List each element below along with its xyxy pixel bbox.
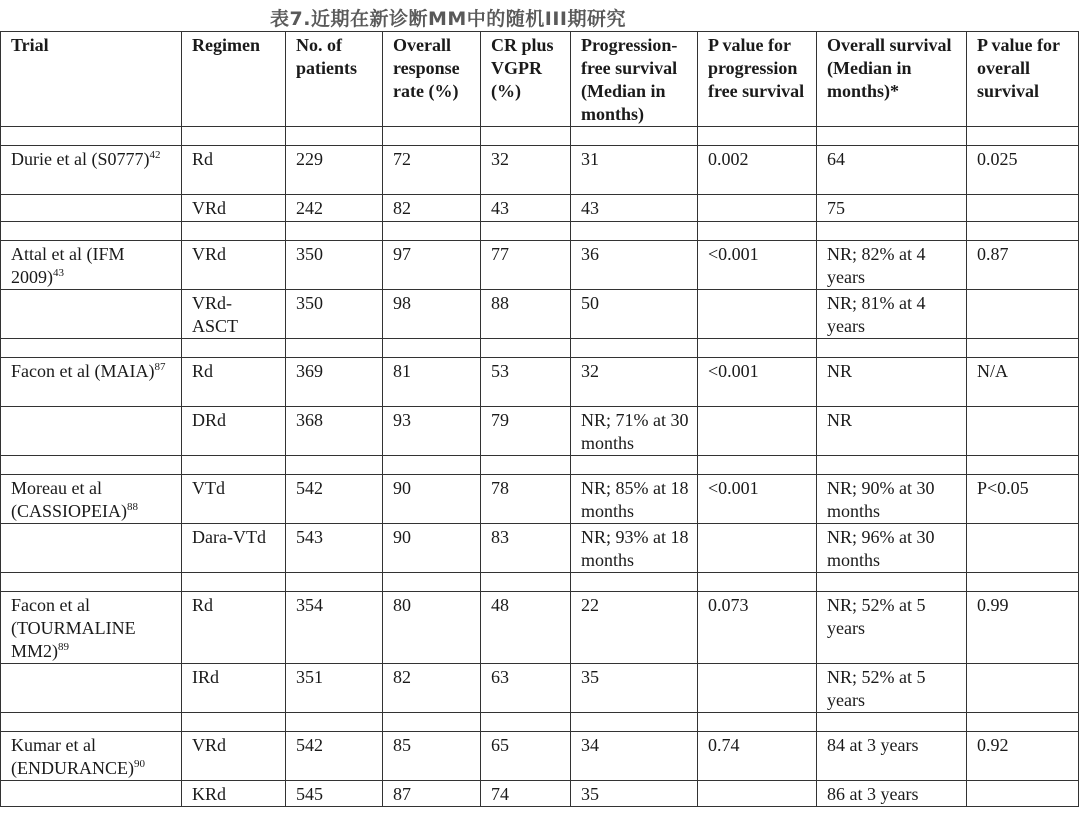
spacer-cell (286, 127, 383, 146)
table-row (1, 592, 1079, 664)
cell-pfs-pvalue (698, 407, 817, 456)
cell-os-pvalue: 0.92 (967, 732, 1079, 781)
spacer-row (1, 127, 1079, 146)
cell-pfs-pvalue: <0.001 (698, 358, 817, 407)
cell-regimen: Rd (182, 592, 286, 664)
cell-trial-empty (1, 290, 182, 339)
header-regimen: Regimen (182, 32, 286, 127)
cell-patients: 350 (286, 290, 383, 339)
cell-os: NR (817, 358, 967, 407)
cell-pfs-pvalue: 0.74 (698, 732, 817, 781)
cell-cr-vgpr: 63 (481, 664, 571, 713)
table-row (1, 524, 1079, 573)
trial-name: Durie et al (S0777) (11, 149, 150, 169)
cell-patients: 354 (286, 592, 383, 664)
cell-orr: 93 (383, 407, 481, 456)
header-orr: Overall response rate (%) (383, 32, 481, 127)
cell-os-pvalue (967, 407, 1079, 456)
spacer-cell (383, 339, 481, 358)
spacer-cell (182, 127, 286, 146)
cell-os-pvalue: P<0.05 (967, 475, 1079, 524)
spacer-cell (1, 456, 182, 475)
table-row (1, 732, 1079, 781)
cell-regimen: Rd (182, 146, 286, 195)
cell-patients: 350 (286, 241, 383, 290)
table-row (1, 146, 1079, 195)
cell-trial (1, 241, 182, 290)
cell-orr: 81 (383, 358, 481, 407)
cell-trial-empty (1, 195, 182, 222)
spacer-cell (481, 222, 571, 241)
cell-regimen: DRd (182, 407, 286, 456)
spacer-row (1, 713, 1079, 732)
cell-patients: 229 (286, 146, 383, 195)
trial-reference: 87 (154, 361, 166, 373)
spacer-cell (1, 713, 182, 732)
cell-os: NR; 96% at 30 months (817, 524, 967, 573)
cell-os: 86 at 3 years (817, 781, 967, 807)
spacer-row (1, 339, 1079, 358)
cell-cr-vgpr: 83 (481, 524, 571, 573)
cell-patients: 543 (286, 524, 383, 573)
cell-os-pvalue (967, 664, 1079, 713)
cell-trial-empty (1, 524, 182, 573)
spacer-cell (286, 222, 383, 241)
cell-pfs-pvalue: <0.001 (698, 241, 817, 290)
table-row (1, 195, 1079, 222)
cell-regimen: VRd (182, 241, 286, 290)
spacer-cell (817, 456, 967, 475)
cell-cr-vgpr: 43 (481, 195, 571, 222)
spacer-row (1, 573, 1079, 592)
trial-name: Facon et al (TOURMALINE MM2) (11, 595, 136, 661)
cell-cr-vgpr: 65 (481, 732, 571, 781)
cell-regimen: VTd (182, 475, 286, 524)
cell-trial-empty (1, 781, 182, 807)
spacer-cell (182, 339, 286, 358)
trial-reference: 42 (149, 149, 161, 161)
cell-patients: 545 (286, 781, 383, 807)
cell-orr: 90 (383, 524, 481, 573)
cell-orr: 87 (383, 781, 481, 807)
trial-name: Attal et al (IFM 2009) (11, 244, 125, 287)
cell-pfs-pvalue (698, 781, 817, 807)
cell-cr-vgpr: 48 (481, 592, 571, 664)
spacer-cell (383, 222, 481, 241)
trial-reference: 89 (58, 641, 70, 653)
spacer-cell (481, 713, 571, 732)
cell-os-pvalue: 0.99 (967, 592, 1079, 664)
cell-os: 84 at 3 years (817, 732, 967, 781)
cell-pfs: 32 (571, 358, 698, 407)
header-cr-vgpr: CR plus VGPR (%) (481, 32, 571, 127)
cell-os-pvalue: 0.87 (967, 241, 1079, 290)
spacer-cell (967, 573, 1079, 592)
table-body (1, 127, 1079, 807)
trial-reference: 43 (53, 267, 64, 279)
header-os: Overall survival (Median in months)* (817, 32, 967, 127)
spacer-cell (481, 127, 571, 146)
cell-cr-vgpr: 79 (481, 407, 571, 456)
cell-cr-vgpr: 78 (481, 475, 571, 524)
cell-os-pvalue: 0.025 (967, 146, 1079, 195)
spacer-cell (182, 222, 286, 241)
table-row (1, 290, 1079, 339)
trial-reference: 88 (127, 501, 139, 513)
spacer-cell (698, 573, 817, 592)
cell-regimen: VRd-ASCT (182, 290, 286, 339)
cell-cr-vgpr: 32 (481, 146, 571, 195)
cell-regimen: IRd (182, 664, 286, 713)
spacer-row (1, 222, 1079, 241)
cell-trial (1, 146, 182, 195)
header-os-pvalue: P value for overall survival (967, 32, 1079, 127)
cell-orr: 97 (383, 241, 481, 290)
cell-regimen: VRd (182, 195, 286, 222)
header-row (1, 32, 1079, 127)
spacer-cell (698, 339, 817, 358)
cell-trial-empty (1, 407, 182, 456)
table-row (1, 475, 1079, 524)
cell-patients: 542 (286, 475, 383, 524)
spacer-cell (571, 456, 698, 475)
table-row (1, 358, 1079, 407)
spacer-cell (383, 127, 481, 146)
spacer-cell (967, 222, 1079, 241)
header-patients: No. of patients (286, 32, 383, 127)
cell-pfs: 35 (571, 781, 698, 807)
spacer-cell (1, 339, 182, 358)
cell-pfs: NR; 71% at 30 months (571, 407, 698, 456)
cell-trial (1, 732, 182, 781)
cell-patients: 542 (286, 732, 383, 781)
cell-patients: 242 (286, 195, 383, 222)
cell-pfs-pvalue: <0.001 (698, 475, 817, 524)
cell-os-pvalue (967, 781, 1079, 807)
trial-name: Facon et al (MAIA) (11, 361, 155, 381)
spacer-cell (817, 222, 967, 241)
spacer-cell (1, 222, 182, 241)
cell-pfs: 31 (571, 146, 698, 195)
spacer-cell (967, 339, 1079, 358)
cell-os: 64 (817, 146, 967, 195)
cell-regimen: VRd (182, 732, 286, 781)
spacer-cell (571, 222, 698, 241)
cell-pfs-pvalue (698, 195, 817, 222)
spacer-cell (571, 713, 698, 732)
header-trial: Trial (1, 32, 182, 127)
cell-orr: 85 (383, 732, 481, 781)
cell-orr: 90 (383, 475, 481, 524)
spacer-cell (286, 456, 383, 475)
table-row (1, 781, 1079, 807)
cell-patients: 369 (286, 358, 383, 407)
cell-pfs-pvalue (698, 664, 817, 713)
cell-orr: 82 (383, 664, 481, 713)
spacer-row (1, 456, 1079, 475)
spacer-cell (817, 127, 967, 146)
cell-orr: 98 (383, 290, 481, 339)
cell-os-pvalue (967, 290, 1079, 339)
cell-os-pvalue (967, 524, 1079, 573)
spacer-cell (698, 713, 817, 732)
trials-table (0, 31, 1079, 807)
spacer-cell (817, 339, 967, 358)
spacer-cell (383, 713, 481, 732)
cell-os: NR (817, 407, 967, 456)
spacer-cell (286, 713, 383, 732)
cell-os: NR; 81% at 4 years (817, 290, 967, 339)
spacer-cell (481, 456, 571, 475)
cell-pfs-pvalue: 0.073 (698, 592, 817, 664)
cell-pfs: 36 (571, 241, 698, 290)
trial-name: Kumar et al (ENDURANCE) (11, 735, 134, 778)
spacer-cell (286, 573, 383, 592)
spacer-cell (967, 127, 1079, 146)
cell-orr: 80 (383, 592, 481, 664)
header-pfs: Progression-free survival (Median in months) (571, 32, 698, 127)
spacer-cell (571, 573, 698, 592)
trial-reference: 90 (134, 758, 145, 770)
spacer-cell (286, 339, 383, 358)
spacer-cell (571, 339, 698, 358)
spacer-cell (383, 573, 481, 592)
cell-trial (1, 358, 182, 407)
cell-trial (1, 475, 182, 524)
spacer-cell (967, 713, 1079, 732)
spacer-cell (698, 456, 817, 475)
cell-pfs: 43 (571, 195, 698, 222)
cell-os: 75 (817, 195, 967, 222)
table-row (1, 407, 1079, 456)
spacer-cell (481, 339, 571, 358)
cell-patients: 368 (286, 407, 383, 456)
cell-os: NR; 52% at 5 years (817, 592, 967, 664)
spacer-cell (182, 456, 286, 475)
cell-os: NR; 82% at 4 years (817, 241, 967, 290)
spacer-cell (698, 127, 817, 146)
cell-pfs: 35 (571, 664, 698, 713)
spacer-cell (182, 713, 286, 732)
spacer-cell (967, 456, 1079, 475)
cell-pfs: 34 (571, 732, 698, 781)
cell-os: NR; 90% at 30 months (817, 475, 967, 524)
cell-pfs-pvalue (698, 524, 817, 573)
cell-cr-vgpr: 88 (481, 290, 571, 339)
cell-pfs: 22 (571, 592, 698, 664)
spacer-cell (817, 573, 967, 592)
table-row (1, 664, 1079, 713)
header-pfs-pvalue: P value for progression free survival (698, 32, 817, 127)
spacer-cell (571, 127, 698, 146)
cell-os-pvalue (967, 195, 1079, 222)
cell-orr: 82 (383, 195, 481, 222)
spacer-cell (698, 222, 817, 241)
spacer-cell (817, 713, 967, 732)
cell-os: NR; 52% at 5 years (817, 664, 967, 713)
cell-cr-vgpr: 74 (481, 781, 571, 807)
cell-pfs: NR; 85% at 18 months (571, 475, 698, 524)
cell-pfs-pvalue (698, 290, 817, 339)
spacer-cell (481, 573, 571, 592)
trial-name: Moreau et al (CASSIOPEIA) (11, 478, 128, 521)
cell-pfs: 50 (571, 290, 698, 339)
spacer-cell (383, 456, 481, 475)
cell-orr: 72 (383, 146, 481, 195)
cell-pfs-pvalue: 0.002 (698, 146, 817, 195)
cell-trial-empty (1, 664, 182, 713)
spacer-cell (1, 127, 182, 146)
cell-patients: 351 (286, 664, 383, 713)
cell-os-pvalue: N/A (967, 358, 1079, 407)
cell-pfs: NR; 93% at 18 months (571, 524, 698, 573)
cell-regimen: Rd (182, 358, 286, 407)
cell-regimen: Dara-VTd (182, 524, 286, 573)
table-title: 表7.近期在新诊断MM中的随机III期研究 (270, 8, 626, 30)
cell-regimen: KRd (182, 781, 286, 807)
spacer-cell (182, 573, 286, 592)
cell-cr-vgpr: 77 (481, 241, 571, 290)
cell-trial (1, 592, 182, 664)
table-row (1, 241, 1079, 290)
cell-cr-vgpr: 53 (481, 358, 571, 407)
spacer-cell (1, 573, 182, 592)
